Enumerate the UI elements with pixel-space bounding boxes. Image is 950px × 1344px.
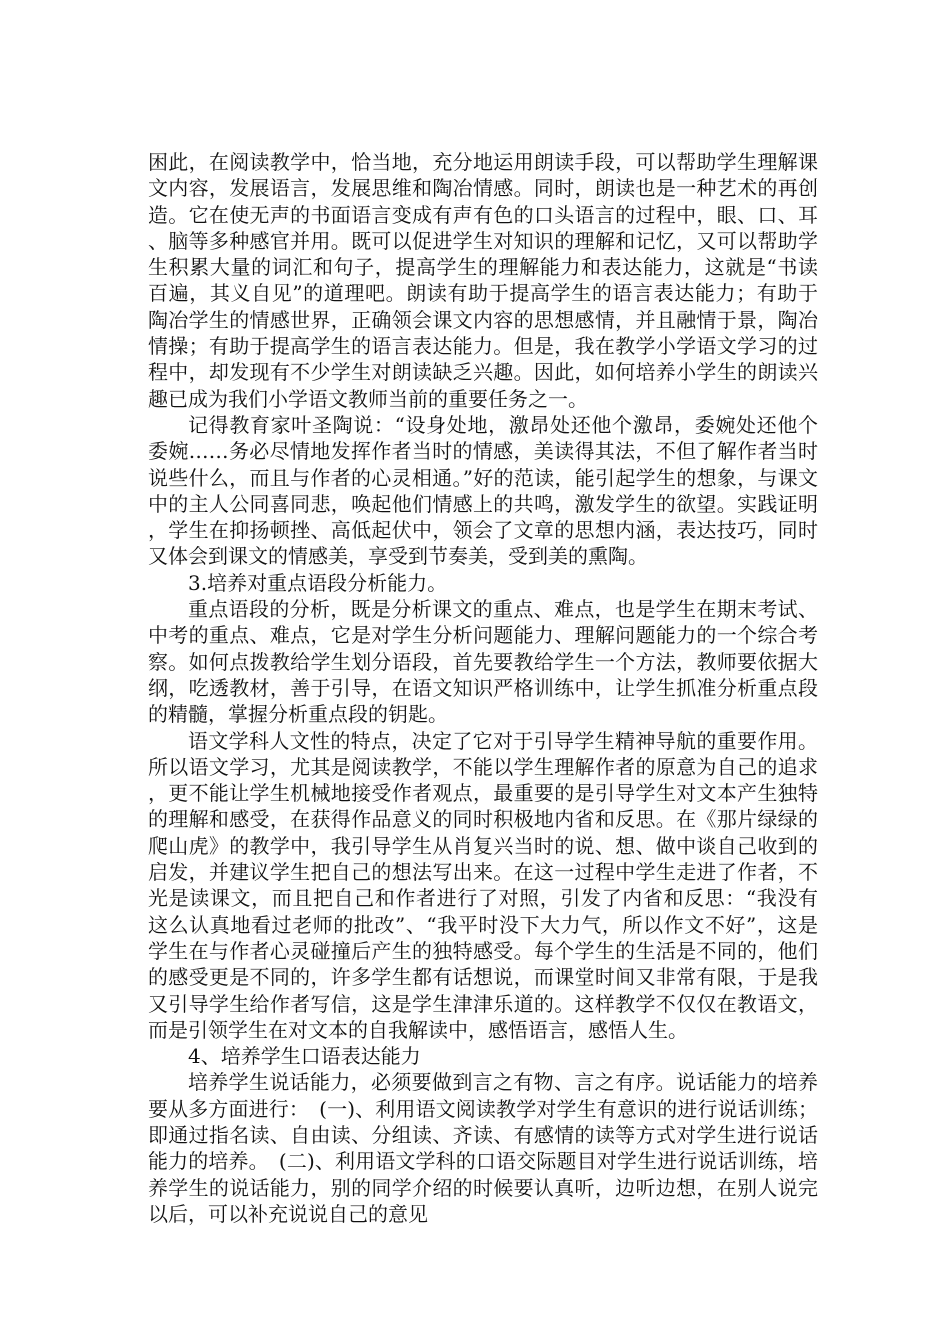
section-heading-3: 3.培养对重点语段分析能力。 (188, 570, 448, 595)
section-heading-4: 4、培养学生口语表达能力 (188, 1044, 421, 1069)
paragraph-ye-shengtao-quote: 记得教育家叶圣陶说：“设身处地，激昂处还他个激昂，委婉处还他个委婉……务必尽情地发挥作者当时的情感，美读得其法，不但了解作者当时说些什么，而且与作者的心灵相通。”好的范读，能引起学生的想象，与课文中的主人公同喜同悲，唤起他们情感上的共鸣，激发学生的欲望。实践证明，学生在抑扬顿挫、高低起伏中，领会了文章的思想内涵，表达技巧，同时又体会到课文的情感美，享受到节奏美，受到美的熏陶。 (148, 412, 818, 569)
document-body (148, 149, 818, 1227)
paragraph-humanistic-nature: 语文学科人文性的特点，决定了它对于引导学生精神导航的重要作用。所以语文学习，尤其是阅读教学，不能以学生理解作者的原意为自己的追求，更不能让学生机械地接受作者观点，最重要的是引导学生对文本产生独特的理解和感受，在获得作品意义的同时积极地内省和反思。在《那片绿绿的爬山虎》的教学中，我引导学生从肖复兴当时的说、想、做中谈自己收到的启发，并建议学生把自己的想法写出来。在这一过程中学生走进了作者，不光是读课文，而且把自己和作者进行了对照，引发了内省和反思：“我没有这么认真地看过老师的批改”、“我平时没下大力气，所以作文不好”，这是学生在与作者心灵碰撞后产生的独特感受。每个学生的生活是不同的，他们的感受更是不同的，许多学生都有话想说，而课堂时间又非常有限，于是我又引导学生给作者写信，这是学生津津乐道的。这样教学不仅仅在教语文，而是引领学生在对文本的自我解读中，感悟语言，感悟人生。 (148, 728, 818, 1042)
paragraph-reading-aloud: 困此，在阅读教学中，恰当地，充分地运用朗读手段，可以帮助学生理解课文内容，发展语言，发展思维和陶冶情感。同时，朗读也是一种艺术的再创造。它在使无声的书面语言变成有声有色的口头语言的过程中，眼、口、耳、脑等多种感官并用。既可以促进学生对知识的理解和记忆，又可以帮助学生积累大量的词汇和句子，提高学生的理解能力和表达能力，这就是“书读百遍，其义自见”的道理吧。朗读有助于提高学生的语言表达能力；有助于陶冶学生的情感世界，正确领会课文内容的思想感情，并且融情于景，陶冶情操；有助于提高学生的语言表达能力。但是，我在教学小学语文学习的过程中，却发现有不少学生对朗读缺乏兴趣。因此，如何培养小学生的朗读兴趣已成为我们小学语文教师当前的重要任务之一。 (148, 150, 818, 411)
paragraph-key-passage-analysis: 重点语段的分析，既是分析课文的重点、难点，也是学生在期末考试、中考的重点、难点，它是对学生分析问题能力、理解问题能力的一个综合考察。如何点拨教给学生划分语段，首先要教给学生一个方法，教师要依据大纲，吃透教材，善于引导，在语文知识严格训练中，让学生抓准分析重点段的精髓，掌握分析重点段的钥匙。 (148, 597, 818, 727)
paragraph-speaking-ability: 培养学生说话能力，必须要做到言之有物、言之有序。说话能力的培养要从多方面进行： (一)、利用语文阅读教学对学生有意识的进行说话训练；即通过指名读、自由读、分组读、齐读、有感情的读等方式对学生进行说话能力的培养。 (二)、利用语文学科的口语交际题目对学生进行说话训练，培养学生的说话能力，别的同学介绍的时候要认真听，边听边想，在别人说完以后，可以补充说说自己的意见 (148, 1070, 818, 1226)
